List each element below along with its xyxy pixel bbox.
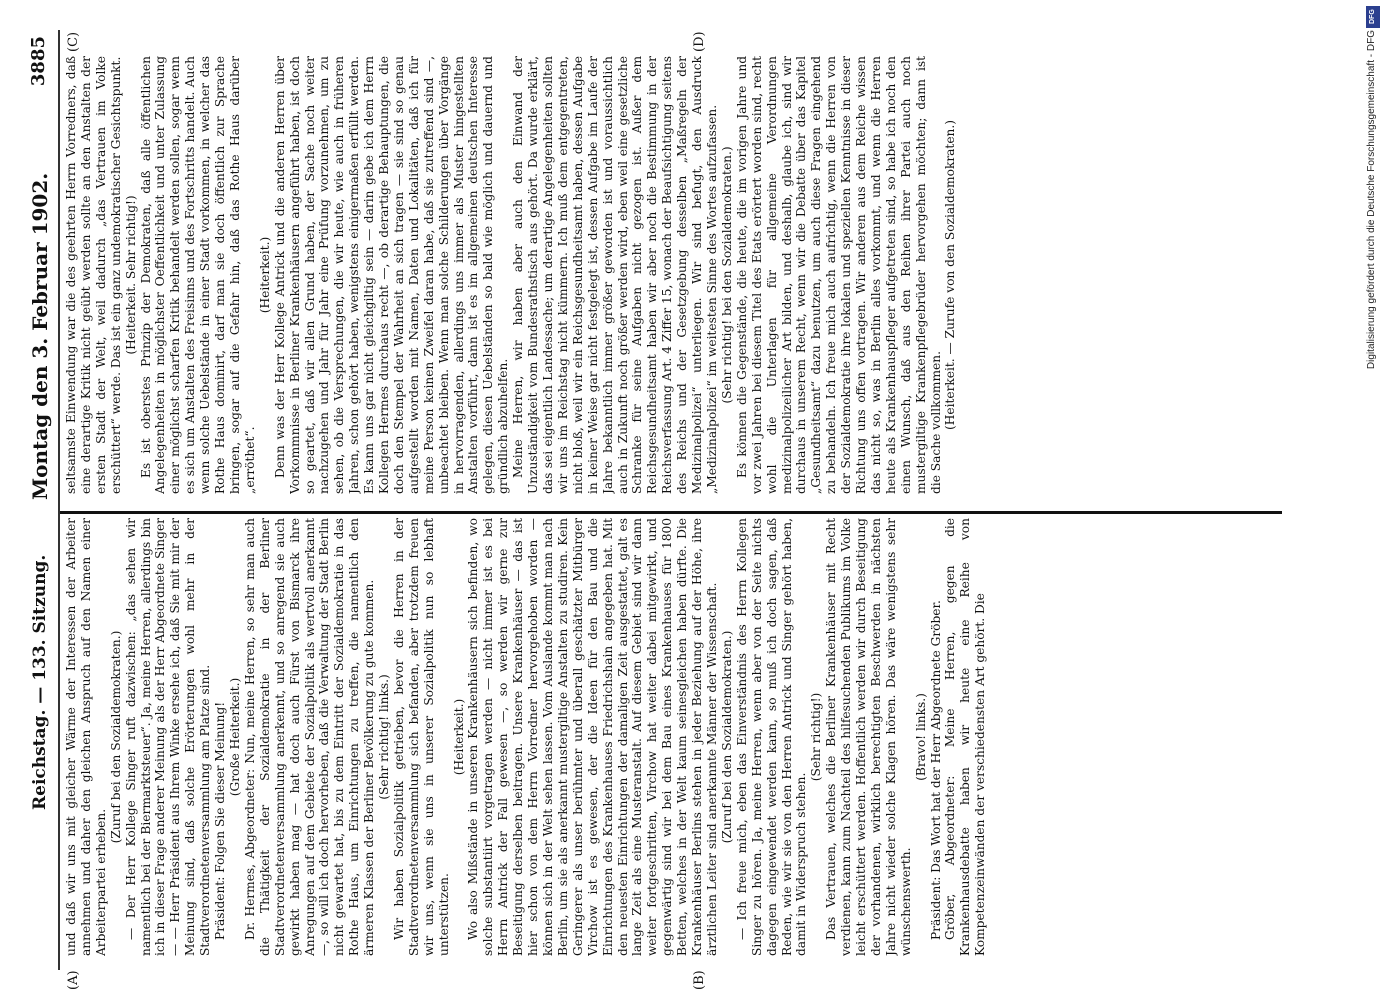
interjection: (Sehr richtig! bei den Sozialdemokraten.)	[719, 146, 734, 404]
header-date: Montag den 3. Februar 1902.	[28, 172, 52, 500]
interjection: (Zuruf bei den Sozialdemokraten.)	[108, 630, 123, 844]
paragraph: — Der Herr Kollege Singer ruft dazwischen: „das sehen wir namentlich bei der Biermarktsteuer“. Ja, meine Herren, allerdings bin ich in dieser Frage anderer Meinung als der Herr Abgeordnete Singer — — Herr Präsident aus Ihrem Winke ersehe ich, daß Sie mit mir der Meinung sind, daß solche Erörterungen wohl mehr in der Stadtverordnetenversammlung am Platze sind.	[123, 518, 213, 956]
margin-marker-a: (A)	[66, 970, 81, 990]
paragraph: Wir haben Sozialpolitik getrieben, bevor die Herren in der Stadtverordnetenversammlung sich befanden, aber trotzdem freuen wir uns, wenn sie uns in unserer Sozialpolitik nun so lebhaft unterstützen.	[391, 518, 451, 956]
interjection: (Sehr richtig!)	[809, 692, 824, 782]
paragraph: Es können die Gegenstände, die heute, die im vorigen Jahre und vor zwei Jahren bei diesem Titel des Etats erörtert worden sind, recht wohl die Unterlagen für allgemeine Verordnungen medizinalpolizeilicher Art bilden, und deshalb, glaube ich, sind wir durchaus in unserem Recht, wenn wir die Debatte über das Kapitel „Gesundheitsamt“ dazu benutzen, um auch diese Fragen eingehend zu behandeln. Ich freue mich auch aufrichtig, wenn die Herren von der Sozialdemokratie ihre lokalen und speziellen Kenntnisse in dieser Richtung uns offen vortragen. Wir anderen aus dem Reiche wissen das nicht so, was in Berlin alles vorkommt, und wenn die Herren heute als Krankenhauspfleger aufgetreten sind, so habe ich noch den einen Wunsch, daß aus den Reihen ihrer Partei auch noch mustergiltige Krankenpflegebrüder hervorgehen möchten; dann ist die Sache vollkommen.	[734, 56, 943, 494]
digitization-note	[1366, 30, 1380, 990]
interjection: (Heiterkeit. Sehr richtig!)	[123, 195, 138, 355]
interjection: (Heiterkeit.)	[257, 236, 272, 314]
margin-marker-d: (D)	[692, 31, 707, 52]
paragraph: — Ich freue mich, eben das Einverständnis des Herrn Kollegen Singer zu hören. Ja, meine Herren, wenn aber von der Seite nichts dagegen eingewendet werden kann, so muß ich doch sagen, daß Reden, wie wir sie von den Herren Antrick und Singer gehört haben, damit in Widerspruch stehen.	[734, 518, 809, 956]
paragraph: seltsamste Einwendung war die des geehrten Herrn Vorredners, daß eine derartige Kritik nicht geübt werden sollte an den Anstalten der ersten Stadt der Welt, weil dadurch „das Vertrauen im Volke erschüttert“ werde. Das ist ein ganz undemokratischer Gesichtspunkt.	[64, 56, 123, 494]
interjection: (Große Heiterkeit.)	[227, 677, 242, 797]
interjection: (Bravo! links.)	[913, 693, 928, 781]
dfg-logo: DFG	[1366, 6, 1380, 28]
paragraph: Das Vertrauen, welches die Berliner Krankenhäuser mit Recht verdienen, kann zum Nachteil des hilfesuchenden Publikums im Volke leicht erschüttert werden. Hoffentlich werden wir durch Beseitigung der vorhandenen, wirklich berechtigten Beschwerden in nächsten Jahre nicht wieder solche Klagen hören. Das wäre wenigstens sehr wünschenswerth.	[824, 518, 913, 956]
interjection: (Zuruf bei den Sozialdemokraten.)	[719, 630, 734, 844]
margin-marker-b: (B)	[692, 970, 707, 990]
paragraph: Denn was der Herr Kollege Antrick und die anderen Herren über Vorkommnisse in Berliner Krankenhäusern angeführt haben, ist doch so geartet, daß wir allen Grund haben, der Sache noch weiter nachzugehen und Jahr für Jahr eine Prüfung vorzunehmen, um zu sehen, ob die Versprechungen, die wir heute, wie auch in früheren Jahren, schon gehört haben, wenigstens einigermaßen erfüllt werden. Es kann uns gar nicht gleichgiltig sein — darin gebe ich dem Herrn Kollegen Hermes durchaus recht —, ob derartige Behauptungen, die doch den Stempel der Wahrheit an sich tragen — sie sind so genau aufgestellt worden mit Namen, Daten und Lokalitäten, daß ich für meine Person keinen Zweifel daran habe, daß sie zutreffend sind —, unbeachtet bleiben. Wenn man solche Schilderungen über Vorgänge in hervorragenden, allerdings uns immer als Muster hingestellten Anstalten vorführt, dann ist es im allgemeinen deutschen Interesse gelegen, diesen Uebelständen so bald wie möglich und dauernd und gründlich abzuhelfen.	[272, 56, 511, 494]
paragraph: Gröber, Abgeordneter: Meine Herren, gegen die Krankenhausdebatte haben wir heute eine Reihe von Kompetenzeinwänden der verschiedensten Art gehört. Die	[943, 518, 988, 956]
column-divider	[60, 511, 1282, 514]
page-number: 3885	[28, 36, 49, 87]
rotated-page-content	[24, 30, 1286, 990]
paragraph: Wo also Mißstände in unseren Krankenhäusern sich befinden, wo solche substantiirt vorgetragen werden — nicht immer ist es bei Herrn Antrick der Fall gewesen —, so werden wir gerne zur Beseitigung derselben beitragen. Unsere Krankenhäuser — das ist hier schon von dem Herrn Vorredner hervorgehoben worden — können sich in der Welt sehen lassen. Vom Auslande kommt man nach Berlin, um sie als anerkannt mustergiltige Anstalten zu studiren. Kein Geringerer als unser berühmter und überall geschätzter Mitbürger Virchow ist es gewesen, der die Ideen für den Bau und die Einrichtungen des Krankenhauses Friedrichshain angegeben hat. Mit den neuesten Einrichtungen der damaligen Zeit ausgestattet, galt es lange Zeit als eine Musteranstalt. Auf diesem Gebiet sind wir dann weiter fortgeschritten, Virchow hat weiter dabei mitgewirkt, und gegenwärtig sind wir bei dem Bau eines Krankenhauses für 1800 Betten, welches in der Welt kaum seinesgleichen haben dürfte. Die Krankenhäuser Berlins stehen in jeder Beziehung auf der Höhe, ihre ärztlichen Leiter sind anerkannte Männer der Wissenschaft.	[466, 518, 719, 956]
digitization-note-text: Digitalisierung gefördert durch die Deutsche Forschungsgemeinschaft - DFG	[1366, 30, 1377, 370]
header-session: Reichstag. — 133. Sitzung.	[30, 554, 50, 810]
interjection: (Sehr richtig! links.)	[377, 674, 392, 800]
interjection: (Heiterkeit. — Zurufe von den Sozialdemokraten.)	[943, 119, 958, 431]
paragraph: Meine Herren, wir haben aber auch den Einwand der Unzuständigkeit vom Bundesrathstisch aus gehört. Da wurde erklärt, das sei eigentlich Landessache; um derartige Angelegenheiten sollten wir uns im Reichstag nicht kümmern. Ich muß dem entgegentreten, nicht bloß, weil wir ein Reichsgesundheitsamt haben, dessen Aufgabe in keiner Weise gar nicht festgelegt ist, dessen Aufgabe im Laufe der Jahre bekanntlich immer größer geworden ist und voraussichtlich auch in Zukunft noch größer werden wird, eben weil eine gesetzliche Schranke für seine Aufgaben nicht gezogen ist. Außer dem Reichsgesundheitsamt haben wir aber noch die Bestimmung in der Reichsverfassung Art. 4 Ziffer 15, wonach der Beaufsichtigung seitens des Reichs und der Gesetzgebung desselben „Maßregeln der Medizinalpolizei“ unterliegen. Wir sind befugt, den Ausdruck „Medizinalpolizei“ im weitesten Sinne des Wortes aufzufassen.	[511, 56, 719, 494]
paragraph: Dr. Hermes, Abgeordneter: Nun, meine Herren, so sehr man auch die Thätigkeit der Sozialdemokratie in der Berliner Stadtverordnetenversammlung anerkennt, und so anregend sie auch gewirkt haben mag — hat doch auch Fürst von Bismarck ihre Anregungen auf dem Gebiete der Sozialpolitik als wertvoll anerkannt —, so will ich doch hervorheben, daß die Verwaltung der Stadt Berlin nicht gewartet hat, bis zu dem Eintritt der Sozialdemokratie in das Rothe Haus, um Einrichtungen zu treffen, die namentlich den ärmeren Klassen der Berliner Bevölkerung zu gute kommen.	[242, 518, 377, 956]
right-column	[64, 56, 1284, 494]
interjection: (Heiterkeit.)	[451, 698, 466, 776]
paragraph: Es ist oberstes Prinzip der Demokraten, daß alle öffentlichen Angelegenheiten in möglichster Oeffentlichkeit und unter Zulassung einer möglichst scharfen Kritik behandelt werden sollen, sogar wenn es sich um Anstalten des Freisinns und des Fortschritts handelt. Auch wenn solche Uebelstände in einer Stadt vorkommen, in welcher das Rothe Haus dominirt, darf man sie doch öffentlich zur Sprache bringen, sogar auf die Gefahr hin, daß das Rothe Haus darüber „erröthet“.	[138, 56, 257, 494]
header-rule	[58, 30, 60, 970]
margin-marker-c: (C)	[66, 31, 81, 52]
page-header	[24, 30, 58, 970]
paragraph: und daß wir uns mit gleicher Wärme der Interessen der Arbeiter annehmen und daher den gleichen Anspruch auf den Namen einer Arbeiterpartei erheben.	[64, 518, 108, 956]
speaker-line: Präsident: Folgen Sie dieser Meinung!	[213, 701, 228, 940]
speaker-line: Präsident: Das Wort hat der Herr Abgeordnete Gröber.	[928, 600, 943, 940]
left-column	[64, 518, 1284, 956]
